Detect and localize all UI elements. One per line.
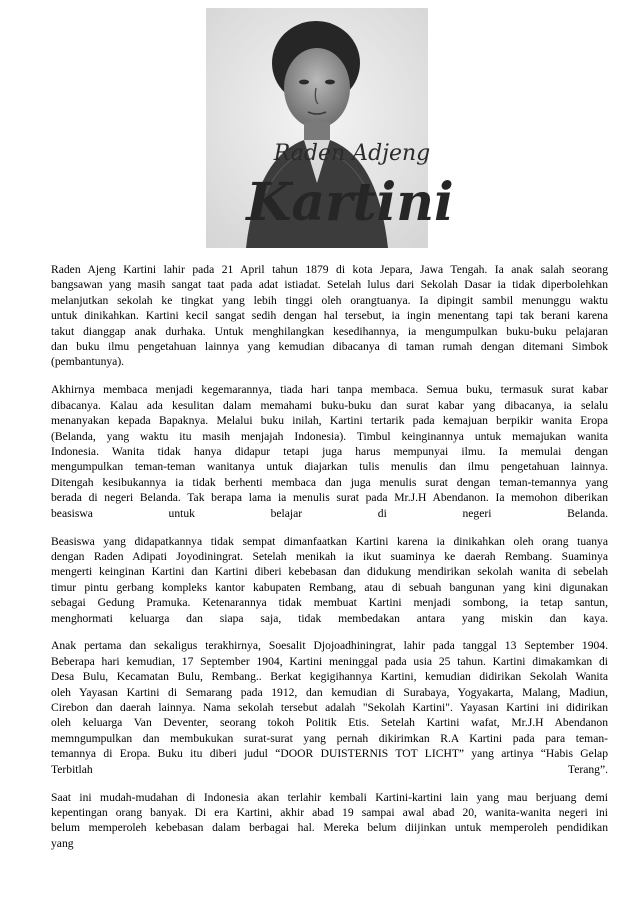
word: Terbitlah	[51, 762, 93, 776]
text-line: (pembantunya).	[51, 355, 125, 369]
text-line: dibacanya. Kalau ada kesulitan dalam memahami buku-buku dan surat kabar yang dibacanya, ia selalu	[51, 398, 608, 412]
text-line: Akhirnya membaca menjadi kegemarannya, tiada hari tanpa membaca. Semua buku, termasuk surat kabar	[51, 383, 608, 397]
caption-line2: Kartini	[246, 172, 454, 233]
text-line: menanyakan kepada Bapaknya. Melalui buku inilah, Kartini tertarik pada kemajuan berpikir wanita Eropa	[51, 414, 608, 428]
text-line: Saat ini mudah-mudahan di Indonesia akan terlahir kembali Kartini-kartini lain yang mau berjuang demi	[51, 790, 608, 804]
text-line: Raden Ajeng Kartini lahir pada 21 April tahun 1879 di kota Jepara, Jawa Tengah. Ia anak salah seorang	[51, 263, 608, 276]
text-line: takut dianggap anak durhaka. Untuk menghilangkan kesedihannya, ia mengumpulkan buku-buku pelajaran	[51, 324, 608, 338]
portrait-photo-icon	[206, 8, 454, 248]
text-line	[51, 506, 608, 521]
text-line: berada di negeri Belanda. Tak berapa lama ia menulis surat pada Mr.J.H Abendanon. Ia memohon diberikan	[51, 491, 608, 505]
text-line: menghormati keluarga dan siapa saja, tidak membedakan antara yang miskin dan kaya.	[51, 611, 608, 625]
text-line	[51, 762, 608, 777]
text-line: Ditengah kesibukannya ia tidak berhenti membaca dan juga menulis surat dengan teman-temannya yang	[51, 475, 608, 489]
article-body	[51, 262, 608, 864]
text-line: memngumpulkan dan membukukan surat-surat yang pernah dikirimkan R.A Kartini pada para teman-	[51, 731, 608, 745]
paragraph	[51, 534, 608, 626]
text-line: Anak pertama dan sekaligus terakhirnya, Soesalit Djojoadhiningrat, lahir pada tanggal 13 September 1904.	[51, 639, 608, 653]
word: Belanda.	[567, 506, 608, 520]
text-line: Desa Bulu, Kecamatan Bulu, Rembang.. Berkat kegigihannya Kartini, kemudian didirikan Sekolah Wanita	[51, 670, 608, 684]
text-line: yang	[51, 836, 74, 850]
text-line: untuk dinikahkan. Kartini kecil sangat sedih dengan hal tersebut, ia ingin menentang tapi tak berani karena	[51, 309, 608, 323]
word: belajar	[270, 506, 303, 520]
text-line: sebagai Gedung Pramuka. Ketenarannya tidak membuat Kartini menjadi sombong, ia tetap santun,	[51, 596, 608, 610]
text-line: dan buku ilmu pengetahuan lainnya yang kemudian dibacanya di taman rumah dengan ditemani Simbok	[51, 340, 608, 354]
text-line: melanjutkan sekolah ke tingkat yang lebih tinggi oleh orangtuanya. Ia dipingit sambil menunggu waktu	[51, 293, 608, 307]
word: untuk	[168, 506, 195, 520]
text-line: mengumpulkan teman-teman wanitanya untuk diajarkan tulis menulis dan ilmu pengetahuan lainnya.	[51, 460, 608, 474]
word: di	[377, 506, 387, 520]
text-line: oleh keluarga Van Deventer, seorang tokoh Politik Etis. Setelah Kartini wafat, Mr.J.H Abendanon	[51, 716, 608, 730]
paragraph	[51, 638, 608, 777]
paragraph	[51, 262, 608, 370]
word: Terang”.	[567, 762, 608, 776]
text-line: belum memperoleh kebebasan dalam berbagai hal. Mereka belum diijinkan untuk memperoleh pendidikan	[51, 821, 608, 835]
text-line: timur pintu gerbang kompleks kantor kabupaten Rembang, atau di sebuah bangunan yang kini digunakan	[51, 580, 608, 594]
word: beasiswa	[51, 506, 93, 520]
text-line: Indonesia. Wanita tidak hanya didapur tetapi juga harus mempunyai ilmu. Ia memulai dengan	[51, 444, 608, 458]
text-line: mengerti keinginan Kartini dan Kartini diberi kebebasan dan didukung mendirikan sekolah wanita di sebelah	[51, 565, 608, 579]
caption-line1: Raden Adjeng	[273, 141, 431, 166]
text-line: dengan Raden Adipati Joyodiningrat. Setelah menikah ia ikut suaminya ke daerah Rembang. Suaminya	[51, 549, 608, 563]
text-line: Beasiswa yang didapatkannya tidak sempat dimanfaatkan Kartini karena ia dinikahkan oleh orang tuanya	[51, 534, 608, 548]
text-line: oleh Yayasan Kartini di Semarang pada 1912, dan kemudian di Surabaya, Yogyakarta, Malang, Madiun,	[51, 685, 608, 699]
portrait-image	[206, 8, 454, 248]
paragraph	[51, 790, 608, 852]
word: negeri	[462, 506, 492, 520]
text-line: kepentingan orang banyak. Di era Kartini, akhir abad 19 sampai awal abad 20, wanita-wanita negeri ini	[51, 806, 608, 819]
text-line: (Belanda, yang waktu itu masih menjajah Indonesia). Timbul keinginannya untuk memajukan wanita	[51, 429, 608, 443]
text-line: temannya di Eropa. Buku itu diberi judul “DOOR DUISTERNIS TOT LICHT” yang artinya “Habis Gelap	[51, 747, 608, 761]
paragraph	[51, 382, 608, 521]
text-line: bangsawan yang masih sangat taat pada adat istiadat. Setelah lulus dari Sekolah Dasar ia tidak diperbolehkan	[51, 278, 608, 292]
text-line: Beberapa hari kemudian, 17 September 1904, Kartini meninggal pada usia 25 tahun. Kartini dimakamkan di	[51, 654, 608, 668]
text-line: Cirebon dan daerah lainnya. Nama sekolah tersebut adalah "Sekolah Kartini". Yayasan Kartini ini didirikan	[51, 701, 608, 715]
